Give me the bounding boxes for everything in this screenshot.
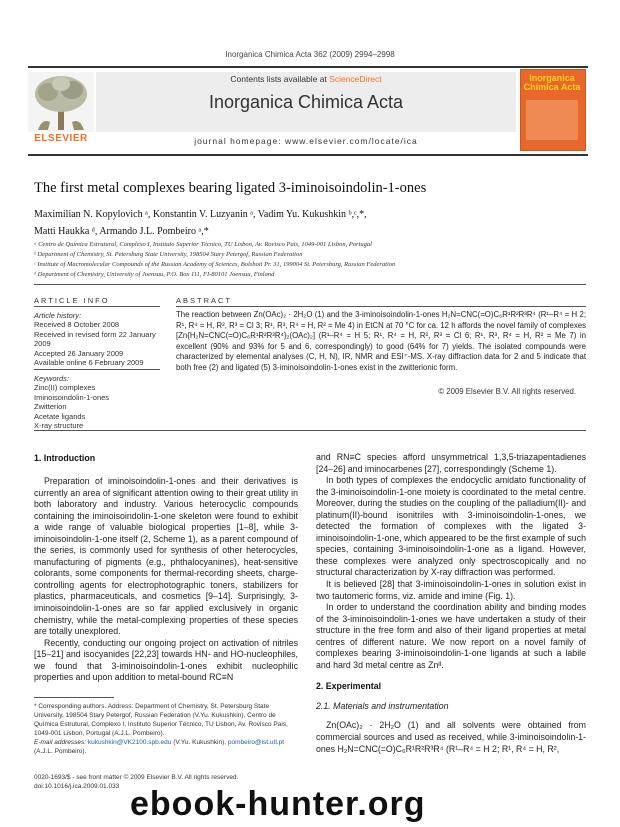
article-history <box>34 311 164 368</box>
right-paragraph-1: In both types of complexes the endocyclic amidato functionality of the 3-iminoisoindolin-1-one moiety is coordinated to the metal centre. Moreover, during the studies on the coupling of the palladium(II)- and platinum(II)-bound isonitriles with 3-iminoisoindolin-1-ones, we detected the formation of complexes with the ligated 3-iminoisoindolin-1-one, which appeared to be the first example of such species, containing 3-iminoisoindolin-1-one as a ligand. However, these complexes were analyzed only spectroscopically and no structural characterization by X-ray diffraction was performed. <box>316 475 586 578</box>
abstract-copyright: © 2009 Elsevier B.V. All rights reserved. <box>438 387 576 396</box>
cover-title-line-1: Inorganica <box>529 73 575 83</box>
doi-line: doi:10.1016/j.ica.2009.01.033 <box>34 783 120 790</box>
abstract-text: The reaction between Zn(OAc)₂ · 2H₂O (1) and the 3-iminoisoindolin-1-ones H₂N=CNC(=O)C₆R¹R²R³R⁴ (R¹–R⁴ = H 2; R¹, R⁴ = H, R², R³ = Cl 3; R¹, R³, R⁴ = H, R² = Me 4) in EtCN at 70 °C for ca. 12 h affords the novel family of complexes [Zn{H₂N=CNC(=O)C₆R¹R²R³R⁴}₂(OAc)₂] (R¹–R⁴ = H 5; R¹, R⁴ = H, R², R³ = Cl 6; R¹, R³, R⁴ = H, R² = Me 7) in excellent (90% and 93% for 5 and 6, correspondingly) to good (64% for 7) yields. The isolated compounds were characterized by elemental analyses (C, H, N), IR, NMR and ESI⁺-MS. X-ray diffraction data for 2 and 5 indicate that both free (2) and ligated (5) 3-iminoisoindolin-1-ones exist in the zwitterionic form. <box>176 310 586 372</box>
intro-paragraph-2: Recently, conducting our ongoing project on activation of nitriles [15–21] and isocyanides [22,23] towards HN- and HO-nucleophiles, we found that 3-iminoisoindolin-1-ones exhibit nucleophilic properties and upon addition to metal-bound RC≡N <box>34 637 298 683</box>
abstract-rule <box>176 306 586 307</box>
email-suffix-2: (A.J.L. Pombeiro). <box>34 748 87 755</box>
corresponding-author-footnote <box>34 702 298 756</box>
article-info-heading: ARTICLE INFO <box>34 296 110 305</box>
keyword-item: Acetate ligands <box>34 411 86 421</box>
right-paragraph-3: In order to understand the coordination ability and binding modes of the 3-iminoisoindolin-1-ones we have undertaken a study of their structure in the free form and also of their ligand properties at metal centres of different nature. We now report on a novel family of complexes bearing 3-iminoisoindolin-1-one ligands at such a labile and hard 3d metal centre as Znᴵᴵ. <box>316 602 586 670</box>
right-paragraph-2: It is believed [28] that 3-iminoisoindolin-1-ones in solution exist in two tautomeric forms, viz. amide and imine (Fig. 1). <box>316 579 586 601</box>
email-prefix: E-mail addresses: <box>34 739 88 746</box>
author-list <box>34 206 594 240</box>
right-column-body <box>316 452 586 755</box>
keyword-item: Iminoisoindolin-1-ones <box>34 392 110 402</box>
authors-line-1: Maximilian N. Kopylovich ᵃ, Konstantin V. Luzyanin ᵃ, Vadim Yu. Kukushkin ᵇ,ᶜ,*, <box>34 209 367 220</box>
left-column-body <box>34 476 298 684</box>
footnote-emails <box>34 738 298 756</box>
keywords-label: Keywords: <box>34 374 70 383</box>
affiliation-a: ᵃ Centro de Química Estrutural, Complexo I, Instituto Superior Técnico, TU Lisbon, Av. Rovisco Pais, 1049-001 Lisbon, Portugal <box>34 241 372 248</box>
history-accepted: Accepted 26 January 2009 <box>34 348 124 358</box>
issn-line: 0020-1693/$ - see front matter © 2009 Elsevier B.V. All rights reserved. <box>34 774 239 781</box>
affiliation-c: ᶜ Institute of Macromolecular Compounds of the Russian Academy of Sciences, Bolshoii Pr. 31, 199004 St. Petersburg, Russian Federation <box>34 261 396 268</box>
keyword-item: Zwitterion <box>34 402 67 412</box>
keywords-block <box>34 374 164 431</box>
header-top-rule <box>28 66 588 68</box>
abstract-heading: ABSTRACT <box>176 296 233 305</box>
history-revised: Received in revised form 22 January 2009 <box>34 329 156 349</box>
cover-title-line-2: Chimica Acta <box>523 82 581 92</box>
watermark: ebook-hunter.org <box>130 785 426 823</box>
history-received: Received 8 October 2008 <box>34 320 120 329</box>
homepage-prefix: journal homepage: <box>194 136 285 146</box>
intro-paragraph-1: Preparation of iminoisoindolin-1-ones and their derivatives is currently an area of significant attention owing to their great utility in both laboratory and industry. Various heterocyclic compounds containing the iminoisoindolin-1-one skeleton were found to exhibit a wide range of valuable biological properties [1–8], while 3-iminoisoindolin-1-one itself (2, Scheme 1), as a parent compound of the series, is commonly used for synthesis of other heterocycles, manufacturing of pigments (e.g., phthalocyanines), heat-sensitive colorants, some components for thermal-recording sheets, charge-controlling agents for electrophotographic toners, stabilizers for plastics, pharmaceuticals, and cosmetics [9–14]. Surprisingly, 3-iminoisoindolin-1-ones are so far applied exclusively in organic chemistry, while the metal-complexing properties of these species are totally unexplored. <box>34 476 298 637</box>
affiliations <box>34 240 594 280</box>
footnote-text: * Corresponding authors. Address: Department of Chemistry, St. Petersburg State University, 198504 Stary Petergof, Russian Federation (V.Yu. Kukushkin), Centro de Química Estrutural, Complexo I, Instituto Superior Técnico, TU Lisbon, Av. Rovisco Pais, 1049-001 Lisbon, Portugal (A.J.L. Pombeiro). <box>34 703 288 737</box>
right-paragraph-4: Zn(OAc)₂ · 2H₂O (1) and all solvents were obtained from commercial sources and used as received, while 3-iminoisoindolin-1-ones H₂N=CNC(=O)C₆R¹R²R³R⁴ (R¹–R⁴ = H 2; R¹, R⁴ = H, R², <box>316 720 586 754</box>
email-link-pombeiro[interactable]: pombeiro@ist.utl.pt <box>227 739 285 746</box>
section-heading-experimental: 2. Experimental <box>316 681 382 692</box>
journal-title: Inorganica Chimica Acta <box>208 92 404 112</box>
authors-line-2: Matti Haukka ᵈ, Armando J.L. Pombeiro ᵃ,* <box>34 226 209 237</box>
subsection-heading-materials: 2.1. Materials and instrumentation <box>316 700 449 711</box>
email-link-kukushkin[interactable]: kukushkin@VK2100.spb.edu <box>87 739 172 746</box>
right-paragraph-0: and RN≡C species afford unsymmetrical 1,3,5-triazapentadienes [24–26] and iminocarbenes [27], correspondingly (Scheme 1). <box>316 452 586 474</box>
elsevier-wordmark: ELSEVIER <box>34 133 88 144</box>
email-suffix-1: (V.Yu. Kukushkin), <box>171 739 228 746</box>
sciencedirect-link[interactable]: ScienceDirect <box>329 74 382 84</box>
front-matter-rule <box>34 430 586 431</box>
affiliation-b: ᵇ Department of Chemistry, St. Petersburg State University, 198504 Stary Petergof, Russian Federation <box>34 251 303 258</box>
article-info-rule <box>34 306 160 307</box>
affiliations-rule <box>34 284 586 285</box>
keyword-item: X-ray structure <box>34 421 84 431</box>
article-title: The first metal complexes bearing ligated 3-iminoisoindolin-1-ones <box>34 180 427 196</box>
history-online: Available online 6 February 2009 <box>34 358 144 368</box>
article-history-label: Article history: <box>34 311 82 320</box>
elsevier-tree-logo <box>28 72 94 140</box>
keyword-item: Zinc(II) complexes <box>34 383 96 392</box>
affiliation-d: ᵈ Department of Chemistry, University of Joensuu, P.O. Box 111, FI-80101 Joensuu, Finland <box>34 271 275 278</box>
keywords-rule <box>34 369 160 370</box>
contents-available-line <box>96 74 516 84</box>
cover-graphic <box>526 100 578 140</box>
section-heading-introduction: 1. Introduction <box>34 453 96 463</box>
footnote-rule <box>34 697 114 698</box>
journal-cover-title <box>522 74 582 92</box>
contents-prefix: Contents lists available at <box>230 74 330 84</box>
homepage-link[interactable]: www.elsevier.com/locate/ica <box>284 136 418 146</box>
header-bottom-rule <box>28 154 588 156</box>
journal-reference: Inorganica Chimica Acta 362 (2009) 2994–2998 <box>225 50 395 59</box>
journal-homepage <box>96 136 516 146</box>
